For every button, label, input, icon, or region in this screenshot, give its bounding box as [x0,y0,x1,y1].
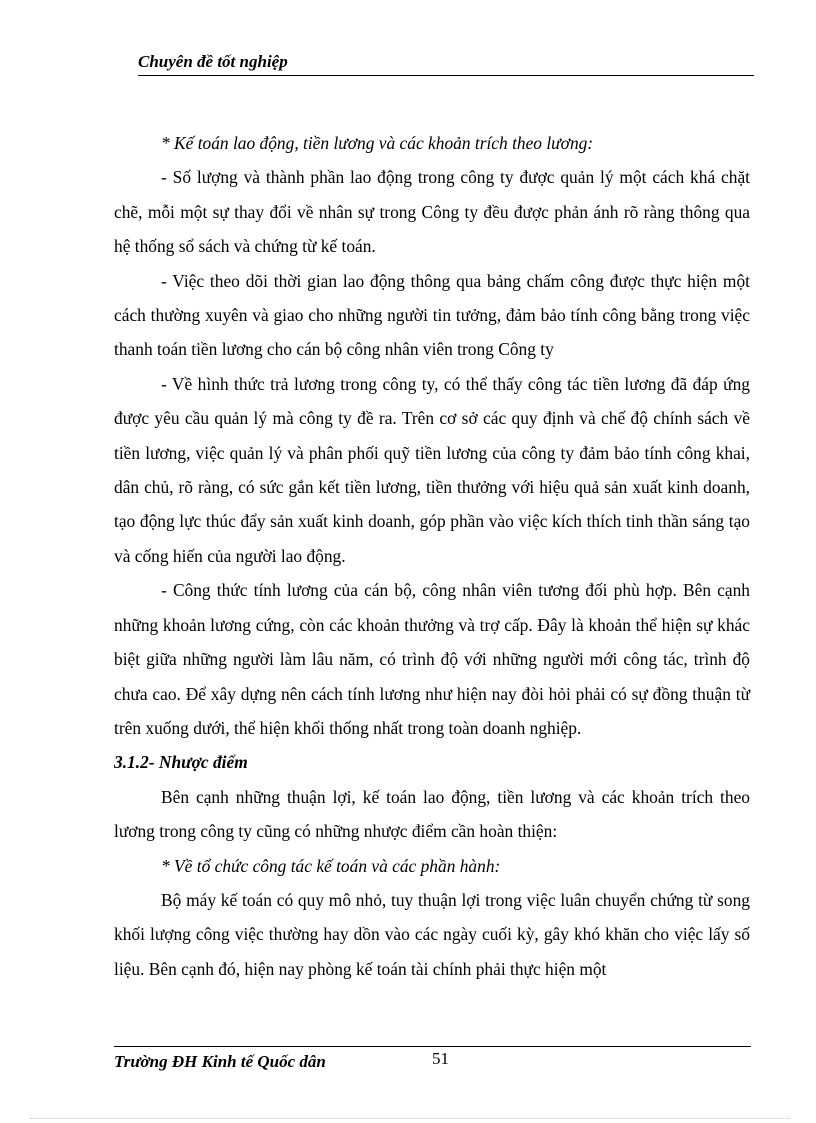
footer-school-name: Trường ĐH Kinh tế Quốc dân [114,1052,326,1071]
page-edge-divider [30,1118,790,1119]
footer-divider [114,1046,751,1047]
paragraph-timekeeping: - Việc theo dõi thời gian lao động thông qua bảng chấm công được thực hiện một cách thường xuyên và giao cho những người tin tưởng, đảm bảo tính công bằng trong việc thanh toán tiền lương cho cán bộ công nhân viên trong Công ty [114,270,750,360]
subsection-heading-organization: * Về tổ chức công tác kế toán và các phần hành: [161,855,501,876]
paragraph-weaknesses-intro: Bên cạnh những thuận lợi, kế toán lao động, tiền lương và các khoản trích theo lương trong công ty cũng có những nhược điểm cần hoàn thiện: [114,786,750,842]
page-number: 51 [432,1049,449,1068]
page-header-title: Chuyên đề tốt nghiệp [138,52,288,71]
document-body [114,126,750,986]
paragraph-accounting-apparatus: Bộ máy kế toán có quy mô nhỏ, tuy thuận lợi trong việc luân chuyển chứng từ song khối lượng công việc thường hay dồn vào các ngày cuối kỳ, gây khó khăn cho việc lấy số liệu. Bên cạnh đó, hiện nay phòng kế toán tài chính phải thực hiện một [114,889,750,979]
header-divider [138,75,754,76]
paragraph-payment-form: - Về hình thức trả lương trong công ty, có thể thấy công tác tiền lương đã đáp ứng được yêu cầu quản lý mà công ty đề ra. Trên cơ sở các quy định và chế độ chính sách về tiền lương, việc quản lý và phân phối quỹ tiền lương của công ty đảm bảo tính công khai, dân chủ, rõ ràng, có sức gắn kết tiền lương, tiền thưởng với hiệu quả sản xuất kinh doanh, tạo động lực thúc đẩy sản xuất kinh doanh, góp phần vào việc kích thích tinh thần sáng tạo và cống hiến của người lao động. [114,373,750,566]
paragraph-labor-management: - Số lượng và thành phần lao động trong công ty được quản lý một cách khá chặt chẽ, mỗi một sự thay đổi về nhân sự trong Công ty đều được phản ánh rõ ràng thông qua hệ thống sổ sách và chứng từ kế toán. [114,167,750,257]
section-heading-weaknesses: 3.1.2- Nhược điểm [114,752,248,773]
subsection-heading-labor-accounting: * Kế toán lao động, tiền lương và các khoản trích theo lương: [161,133,594,153]
paragraph-salary-formula: - Công thức tính lương của cán bộ, công nhân viên tương đối phù hợp. Bên cạnh những khoản lương cứng, còn các khoản thưởng và trợ cấp. Đây là khoản thể hiện sự khác biệt giữa những người làm lâu năm, có trình độ với những người mới công tác, trình độ chưa cao. Để xây dựng nên cách tính lương như hiện nay đòi hỏi phải có sự đồng thuận từ trên xuống dưới, thể hiện khối thống nhất trong toàn doanh nghiệp. [114,580,750,738]
